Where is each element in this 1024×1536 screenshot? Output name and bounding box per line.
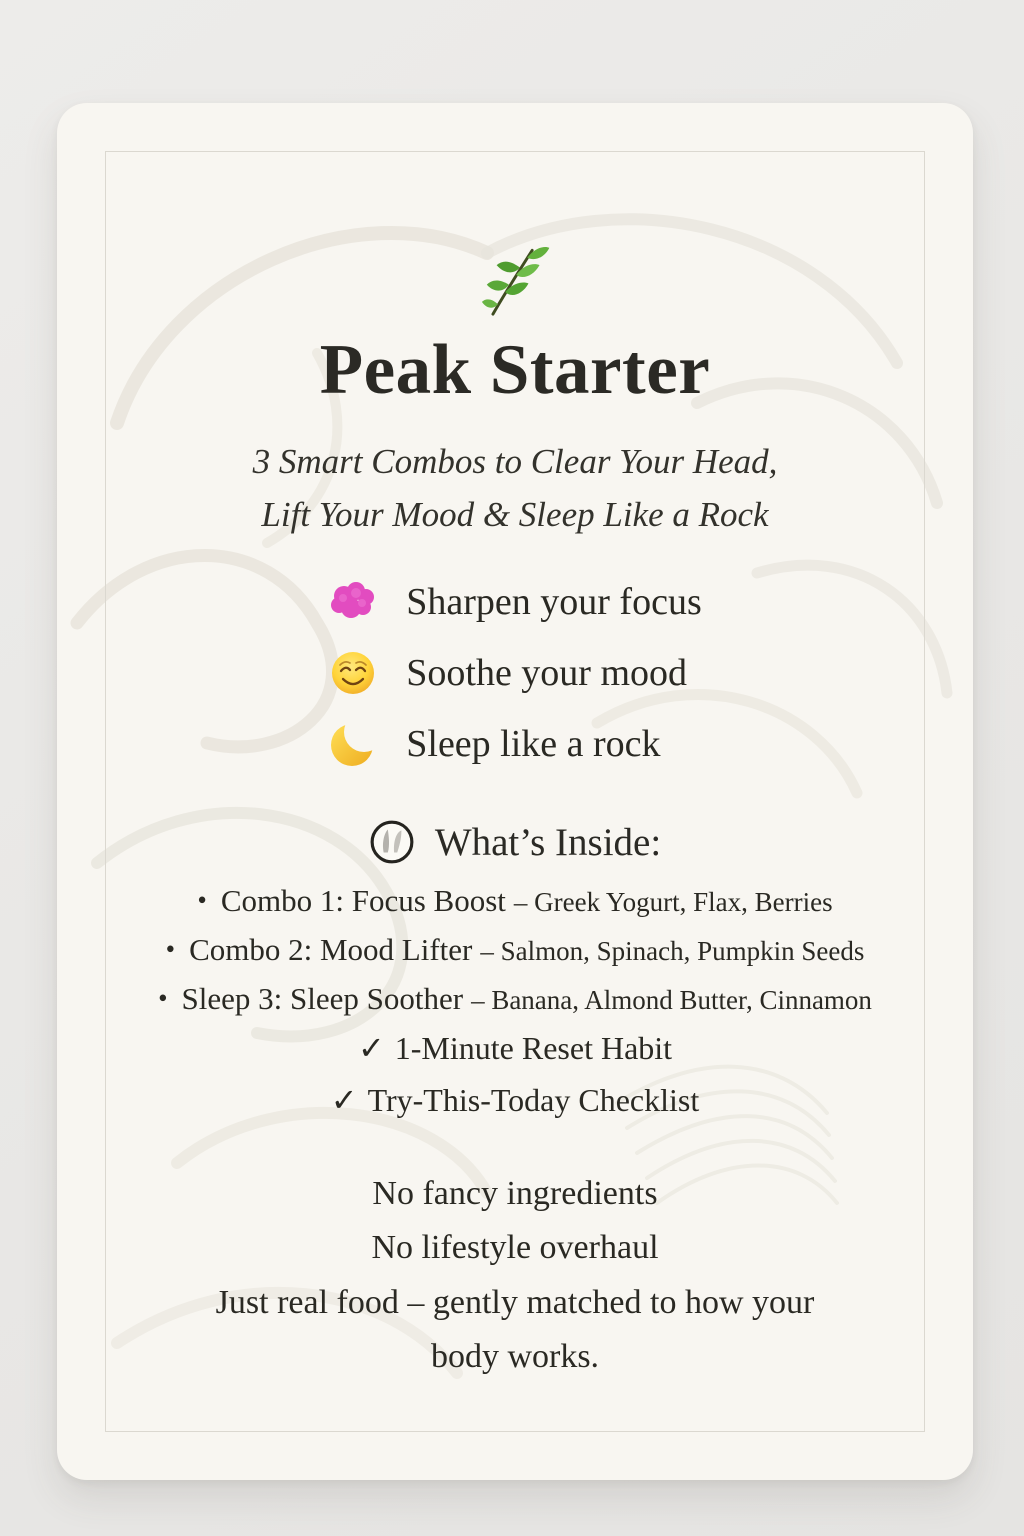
whats-inside-heading (369, 819, 661, 865)
list-item (158, 975, 872, 1024)
combo-title: Combo 2: Mood Lifter (189, 932, 473, 968)
combo-detail: – Salmon, Spinach, Pumpkin Seeds (480, 936, 865, 967)
brain-emoji-icon (328, 577, 378, 627)
combo-title: Combo 1: Focus Boost (220, 883, 506, 919)
poster-card (57, 103, 973, 1480)
combo-title: Sleep 3: Sleep Soother (181, 980, 464, 1016)
bullet-dot: • (165, 934, 176, 965)
subtitle-line-1: 3 Smart Combos to Clear Your Head, (252, 442, 778, 482)
checkmark-icon: ✓ (357, 1030, 385, 1067)
benefit-list (328, 577, 701, 769)
check-line (331, 1075, 699, 1127)
check-label: Try-This-Today Checklist (367, 1082, 700, 1119)
benefit-row-mood (328, 648, 701, 698)
combo-detail: – Greek Yogurt, Flax, Berries (513, 887, 833, 918)
list-item (197, 877, 832, 926)
whats-inside-label: What’s Inside: (434, 820, 662, 864)
circled-grain-icon (369, 819, 415, 865)
subtitle-line-2: Lift Your Mood & Sleep Like a Rock (261, 495, 769, 535)
whats-inside-list (158, 877, 872, 1127)
benefit-label: Soothe your mood (406, 651, 688, 694)
benefit-label: Sleep like a rock (406, 722, 661, 765)
subtitle (253, 435, 778, 541)
page-title: Peak Starter (319, 331, 711, 409)
combo-detail: – Banana, Almond Butter, Cinnamon (471, 984, 872, 1015)
check-label: 1-Minute Reset Habit (394, 1030, 673, 1067)
footer-line-3: Just real food – gently matched to how your (215, 1283, 815, 1321)
smiling-face-emoji-icon (328, 648, 378, 698)
footer-text (216, 1167, 815, 1385)
check-line (358, 1023, 672, 1075)
benefit-row-sleep (328, 719, 701, 769)
benefit-label: Sharpen your focus (406, 580, 702, 623)
list-item (166, 926, 865, 975)
footer-line-2: No lifestyle overhaul (371, 1229, 659, 1267)
crescent-moon-emoji-icon (328, 719, 378, 769)
footer-line-1: No fancy ingredients (372, 1175, 658, 1213)
herb-sprig-icon (478, 243, 552, 319)
benefit-row-focus (328, 577, 701, 627)
poster-content (105, 151, 925, 1432)
bullet-dot: • (197, 885, 207, 916)
checkmark-icon: ✓ (330, 1082, 358, 1119)
footer-line-4: body works. (430, 1338, 600, 1376)
bullet-dot: • (158, 982, 168, 1013)
